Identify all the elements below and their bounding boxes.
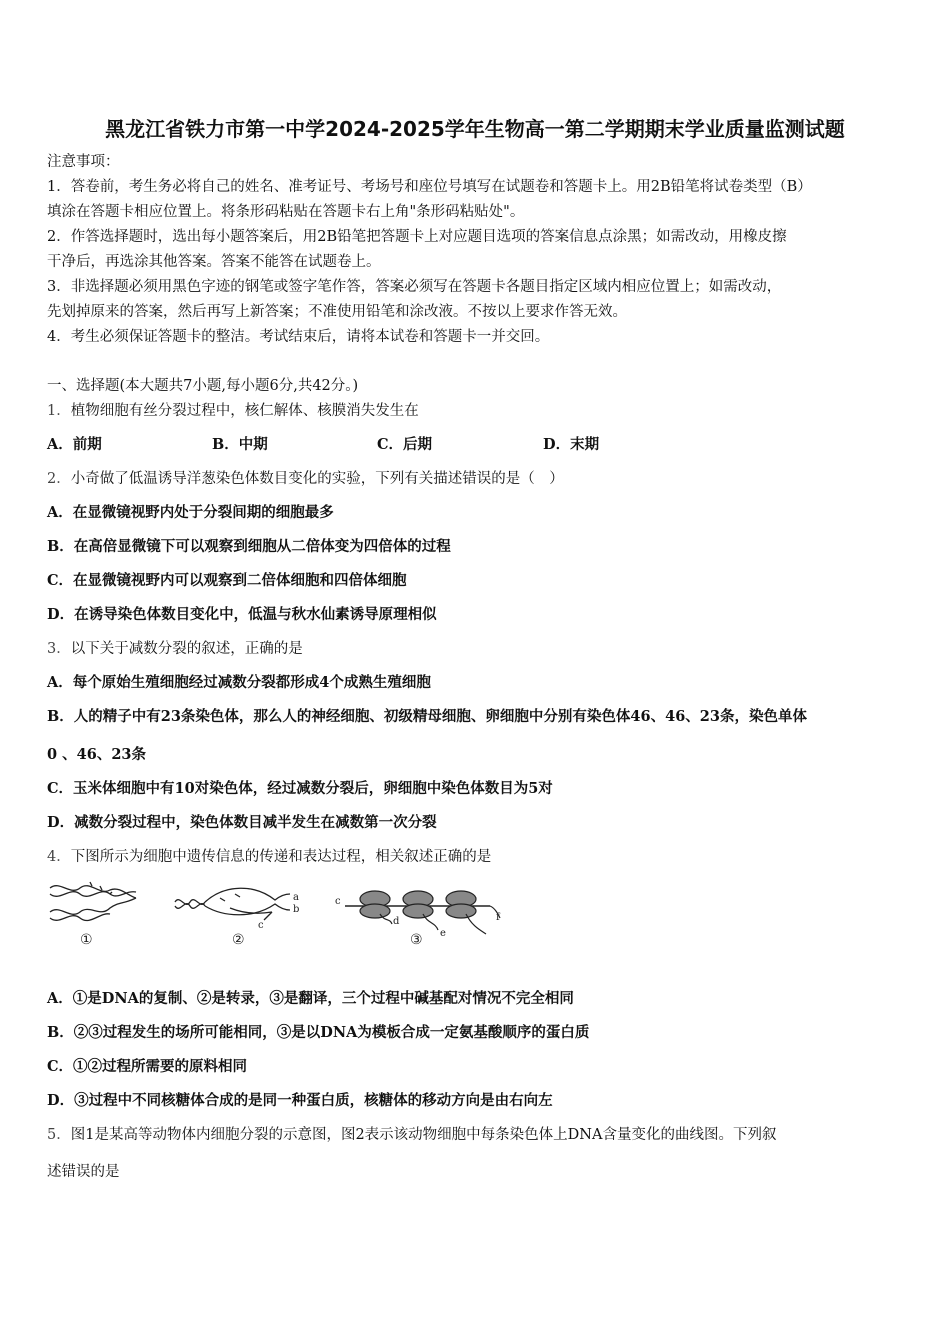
panel-1-label: ① bbox=[80, 932, 93, 948]
notice-line: 填涂在答题卡相应位置上。将条形码粘贴在答题卡右上角"条形码粘贴处"。 bbox=[47, 204, 525, 220]
label-a: a bbox=[293, 892, 299, 903]
q4-option-b[interactable]: B．②③过程发生的场所可能相同，③是以DNA为模板合成一定氨基酸顺序的蛋白质 bbox=[47, 1024, 590, 1041]
question-2 bbox=[47, 469, 564, 489]
transcription-diagram bbox=[175, 888, 290, 920]
notice-heading: 注意事项： bbox=[47, 154, 120, 170]
question-1 bbox=[47, 401, 419, 421]
label-d: d bbox=[393, 916, 400, 927]
q2-option-c[interactable]: C．在显微镜视野内可以观察到二倍体细胞和四倍体细胞 bbox=[47, 572, 407, 589]
q4-option-a[interactable]: A．①是DNA的复制、②是转录，③是翻译，三个过程中碱基配对情况不完全相同 bbox=[47, 990, 574, 1007]
question-number: 1． bbox=[47, 403, 71, 419]
page-title: 黑龙江省铁力市第一中学2024-2025学年生物高一第二学期期末学业质量监测试题 bbox=[105, 117, 845, 141]
q1-option-a[interactable]: A．前期 bbox=[47, 436, 102, 453]
notice-line: 3．非选择题必须用黑色字迹的钢笔或签字笔作答，答案必须写在答题卡各题目指定区域内相应位置上；如需改动， bbox=[47, 279, 782, 295]
label-c-panel-2: c bbox=[258, 920, 264, 931]
q2-option-d[interactable]: D．在诱导染色体数目变化中，低温与秋水仙素诱导原理相似 bbox=[47, 606, 437, 623]
question-stem: 以下关于减数分裂的叙述，正确的是 bbox=[70, 641, 303, 657]
translation-diagram bbox=[345, 891, 500, 934]
q1-option-d[interactable]: D．末期 bbox=[543, 436, 600, 453]
label-c-panel-3: c bbox=[335, 896, 341, 907]
q3-option-c[interactable]: C．玉米体细胞中有10对染色体，经过减数分裂后，卵细胞中染色体数目为5对 bbox=[47, 780, 553, 797]
ribosome-small-subunit bbox=[360, 904, 390, 918]
q2-option-a[interactable]: A．在显微镜视野内处于分裂间期的细胞最多 bbox=[47, 504, 334, 521]
q3-option-b-continued: 0 、46、23条 bbox=[47, 746, 146, 763]
question-stem: 小奇做了低温诱导洋葱染色体数目变化的实验，下列有关描述错误的是（ ） bbox=[70, 471, 564, 487]
panel-2-label: ② bbox=[232, 932, 245, 948]
question-3 bbox=[47, 639, 303, 659]
question-number: 5． bbox=[47, 1127, 71, 1143]
question-stem: 下图所示为细胞中遗传信息的传递和表达过程，相关叙述正确的是 bbox=[70, 849, 492, 865]
q1-option-b[interactable]: B．中期 bbox=[212, 436, 268, 453]
notice-line: 干净后，再选涂其他答案。答案不能答在试题卷上。 bbox=[47, 254, 381, 270]
label-f: f bbox=[496, 912, 500, 923]
q3-option-b[interactable]: B．人的精子中有23条染色体，那么人的神经细胞、初级精母细胞、卵细胞中分别有染色体46、46、23条，染色单体 bbox=[47, 708, 807, 725]
q1-option-c[interactable]: C．后期 bbox=[377, 436, 433, 453]
q4-option-d[interactable]: D．③过程中不同核糖体合成的是同一种蛋白质，核糖体的移动方向是由右向左 bbox=[47, 1092, 553, 1109]
question-5-stem-continued: 述错误的是 bbox=[47, 1164, 120, 1180]
ribosome-small-subunit bbox=[403, 904, 433, 918]
panel-3-label: ③ bbox=[410, 932, 423, 948]
question-number: 3． bbox=[47, 641, 71, 657]
question-number: 4． bbox=[47, 849, 71, 865]
question-5 bbox=[47, 1125, 776, 1145]
question-stem: 图1是某高等动物体内细胞分裂的示意图，图2表示该动物细胞中每条染色体上DNA含量变化的曲线图。下列叙 bbox=[70, 1127, 777, 1143]
question-number: 2． bbox=[47, 471, 71, 487]
q3-option-d[interactable]: D．减数分裂过程中，染色体数目减半发生在减数第一次分裂 bbox=[47, 814, 437, 831]
replication-diagram bbox=[50, 882, 136, 920]
q4-option-c[interactable]: C．①②过程所需要的原料相同 bbox=[47, 1058, 248, 1075]
notice-line: 1．答卷前，考生务必将自己的姓名、准考证号、考场号和座位号填写在试题卷和答题卡上。用2B铅笔将试卷类型（B） bbox=[47, 179, 812, 195]
q3-option-a[interactable]: A．每个原始生殖细胞经过减数分裂都形成4个成熟生殖细胞 bbox=[47, 674, 431, 691]
gene-expression-figure bbox=[40, 874, 530, 960]
label-b: b bbox=[293, 904, 300, 915]
q2-option-b[interactable]: B．在高倍显微镜下可以观察到细胞从二倍体变为四倍体的过程 bbox=[47, 538, 451, 555]
ribosome-small-subunit bbox=[446, 904, 476, 918]
notice-line: 先划掉原来的答案，然后再写上新答案；不准使用铅笔和涂改液。不按以上要求作答无效。 bbox=[47, 304, 627, 320]
notice-line: 2．作答选择题时，选出每小题答案后，用2B铅笔把答题卡上对应题目选项的答案信息点涂黑；如需改动，用橡皮擦 bbox=[47, 229, 787, 245]
notice-line: 4．考生必须保证答题卡的整洁。考试结束后，请将本试卷和答题卡一并交回。 bbox=[47, 329, 550, 345]
question-stem: 植物细胞有丝分裂过程中，核仁解体、核膜消失发生在 bbox=[70, 403, 419, 419]
section-heading: 一、选择题(本大题共7小题,每小题6分,共42分。) bbox=[47, 378, 359, 394]
label-e: e bbox=[440, 928, 446, 939]
question-4 bbox=[47, 847, 491, 867]
